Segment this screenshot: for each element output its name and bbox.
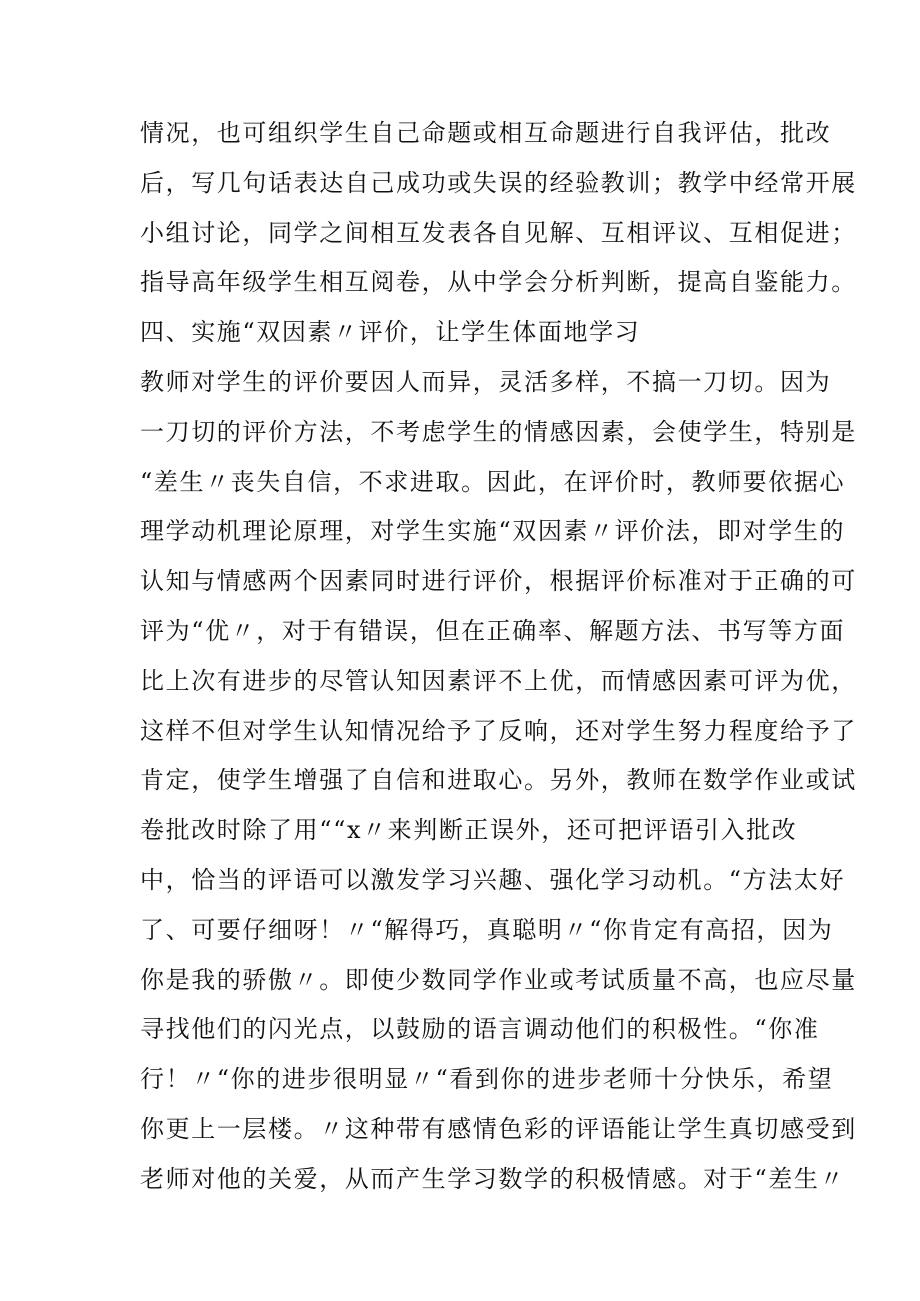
text-line: 卷批改时除了用““x〃来判断正误外，还可把评语引入批改 [140, 816, 798, 845]
text-line: 了、可要仔细呀！〃“解得巧，真聪明〃“你肯定有高招，因为 [140, 915, 834, 944]
text-line: 一刀切的评价方法，不考虑学生的情感因素，会使学生，特别是 [140, 417, 857, 446]
text-line: 你是我的骄傲〃。即使少数同学作业或考试质量不高，也应尽量 [140, 965, 857, 994]
text-line: “差生〃丧失自信，不求进取。因此，在评价时，教师要依据心 [140, 467, 846, 496]
text-line: 小组讨论，同学之间相互发表各自见解、互相评议、互相促进； [140, 218, 857, 247]
text-line: 行！〃“你的进步很明显〃“看到你的进步老师十分快乐，希望 [140, 1065, 834, 1094]
section-heading: 四、实施“双因素〃评价，让学生体面地学习 [140, 318, 641, 347]
text-line: 指导高年级学生相互阅卷，从中学会分析判断，提高自鉴能力。 [140, 268, 857, 297]
text-line: 肯定，使学生增强了自信和进取心。另外，教师在数学作业或试 [140, 766, 857, 795]
text-line: 比上次有进步的尽管认知因素评不上优，而情感因素可评为优， [140, 666, 857, 695]
text-line: 寻找他们的闪光点，以鼓励的语言调动他们的积极性。“你准 [140, 1015, 820, 1044]
text-line: 这样不但对学生认知情况给予了反响，还对学生努力程度给予了 [140, 716, 857, 745]
text-line: 理学动机理论原理，对学生实施“双因素〃评价法，即对学生的 [140, 517, 846, 546]
text-line: 情况，也可组织学生自己命题或相互命题进行自我评估，批改 [140, 119, 832, 147]
text-line: 老师对他的关爱，从而产生学习数学的积极情感。对于“差生〃 [140, 1164, 846, 1193]
text-line: 评为“优〃，对于有错误，但在正确率、解题方法、书写等方面 [140, 616, 846, 645]
text-line: 教师对学生的评价要因人而异，灵活多样，不搞一刀切。因为 [140, 367, 832, 396]
text-line: 你更上一层楼。〃这种带有感情色彩的评语能让学生真切感受到 [140, 1114, 857, 1143]
text-line: 中，恰当的评语可以激发学习兴趣、强化学习动机。“方法太好 [140, 865, 846, 894]
text-line: 认知与情感两个因素同时进行评价，根据评价标准对于正确的可 [140, 567, 857, 596]
document-body [140, 109, 857, 1205]
text-line: 后，写几句话表达自己成功或失误的经验教训；教学中经常开展 [140, 168, 857, 197]
